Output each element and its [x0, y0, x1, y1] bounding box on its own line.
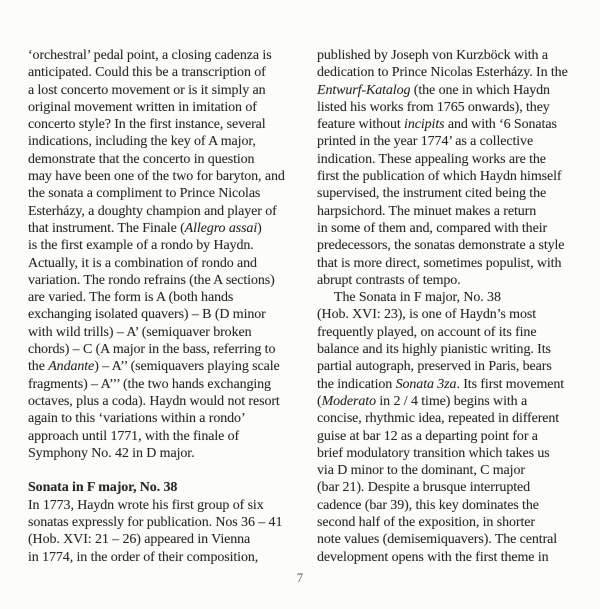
- text-line: [28, 47, 290, 64]
- text-line: [317, 428, 579, 445]
- text-run: concise, rhythmic idea, repeated in different: [317, 411, 560, 427]
- paragraph: [317, 289, 579, 566]
- text-line: [317, 341, 579, 358]
- text-run: chords) – C (A major in the bass, referring to: [28, 342, 276, 358]
- text-run: original movement written in imitation of: [28, 99, 257, 115]
- text-run: that is more direct, sometimes populist, with: [317, 255, 562, 271]
- text-line: [28, 82, 290, 99]
- text-line: [28, 497, 290, 514]
- text-run: second half of the exposition, in shorter: [317, 515, 535, 531]
- text-run: frequently played, on account of its fine: [317, 324, 537, 340]
- text-line: [317, 324, 579, 341]
- text-line: [317, 289, 579, 306]
- page-number: 7: [296, 571, 304, 585]
- text-run: first the publication of which Haydn himself: [317, 169, 562, 185]
- text-line: [28, 168, 290, 185]
- text-run: cadence (bar 39), this key dominates the: [317, 497, 539, 513]
- text-run: Actually, it is a combination of rondo and: [28, 255, 257, 271]
- text-columns: [28, 47, 579, 566]
- text-line: [28, 445, 290, 462]
- text-run: the: [28, 359, 49, 375]
- text-line: [317, 462, 579, 479]
- text-run: feature without: [317, 117, 405, 133]
- text-run: (Hob. XVI: 21 – 26) appeared in Vienna: [28, 532, 251, 548]
- text-line: [28, 272, 290, 289]
- text-run: ‘orchestral’ pedal point, a closing cadenza is: [28, 48, 272, 63]
- text-line: [317, 393, 579, 410]
- italic-text: Moderato: [321, 393, 376, 409]
- paragraph: [28, 47, 290, 462]
- text-run: brief modulatory transition which takes us: [317, 445, 550, 461]
- text-line: [317, 237, 579, 254]
- text-line: [28, 549, 290, 566]
- text-run: published by Joseph von Kurzböck with a: [317, 48, 548, 63]
- text-line: [28, 220, 290, 237]
- text-run: partial autograph, preserved in Paris, bears: [317, 359, 552, 375]
- text-line: [317, 549, 579, 566]
- text-run: abrupt contrasts of tempo.: [317, 272, 461, 288]
- text-run: Esterházy, a doughty champion and player of: [28, 203, 277, 219]
- text-run: Sonata in F major, No. 38: [28, 480, 178, 496]
- text-run: fragments) – A’’’ (the two hands exchanging: [28, 376, 271, 392]
- text-run: via D minor to the dominant, C major: [317, 463, 525, 479]
- right-column: [317, 47, 579, 566]
- text-line: [28, 376, 290, 393]
- text-run: The Sonata in F major, No. 38: [334, 290, 501, 306]
- text-line: [317, 410, 579, 427]
- text-line: [28, 514, 290, 531]
- text-line: [317, 255, 579, 272]
- text-line: [28, 255, 290, 272]
- text-line: [317, 358, 579, 375]
- paragraph: [28, 497, 290, 566]
- section-heading: [28, 479, 290, 496]
- text-run: anticipated. Could this be a transcription of: [28, 65, 266, 81]
- text-run: a lost concerto movement or is it simply an: [28, 82, 266, 98]
- text-run: harpsichord. The minuet makes a return: [317, 203, 537, 219]
- text-line: [317, 203, 579, 220]
- text-line: [317, 376, 579, 393]
- text-run: (: [317, 393, 322, 409]
- text-run: supervised, the instrument cited being the: [317, 186, 547, 202]
- text-run: (the one in which Haydn: [410, 82, 550, 98]
- text-run: in 1774, in the order of their composition,: [28, 549, 259, 565]
- text-line: [28, 289, 290, 306]
- text-run: variation. The rondo refrains (the A sections): [28, 272, 275, 288]
- text-line: [317, 497, 579, 514]
- text-line: [317, 220, 579, 237]
- text-run: indication. These appealing works are the: [317, 151, 546, 167]
- text-run: sonatas expressly for publication. Nos 36 – 41: [28, 515, 283, 531]
- text-run: (bar 21). Despite a brusque interrupted: [317, 480, 531, 496]
- text-line: [28, 306, 290, 323]
- text-line: [28, 393, 290, 410]
- text-run: again to this ‘variations within a rondo’: [28, 411, 246, 427]
- text-run: are varied. The form is A (both hands: [28, 290, 234, 306]
- text-run: (Hob. XVI: 23), is one of Haydn’s most: [317, 307, 537, 323]
- text-line: [317, 168, 579, 185]
- text-line: [28, 341, 290, 358]
- text-run: ) – A’’ (semiquavers playing scale: [94, 359, 280, 375]
- text-line: [28, 151, 290, 168]
- italic-text: Allegro assai: [184, 220, 258, 236]
- text-run: with wild trills) – A’ (semiquaver broken: [28, 324, 252, 340]
- text-run: is the first example of a rondo by Haydn.: [28, 238, 254, 254]
- text-line: [317, 82, 579, 99]
- text-run: the sonata a compliment to Prince Nicolas: [28, 186, 261, 202]
- text-run: the indication: [317, 376, 396, 392]
- text-line: [28, 203, 290, 220]
- text-line: [317, 306, 579, 323]
- text-line: [28, 324, 290, 341]
- text-run: exchanging isolated quavers) – B (D minor: [28, 307, 266, 323]
- text-line: [28, 479, 290, 496]
- italic-text: Andante: [48, 359, 95, 375]
- text-line: [28, 133, 290, 150]
- text-line: [28, 428, 290, 445]
- text-run: dedication to Prince Nicolas Esterházy. In the: [317, 65, 568, 81]
- text-run: that instrument. The Finale (: [28, 220, 185, 236]
- text-run: in some of them and, compared with their: [317, 220, 548, 236]
- text-line: [317, 514, 579, 531]
- text-run: indications, including the key of A major,: [28, 134, 256, 150]
- text-line: [28, 531, 290, 548]
- text-line: [28, 116, 290, 133]
- text-run: listed his works from 1765 onwards), they: [317, 99, 550, 115]
- text-line: [28, 64, 290, 81]
- text-line: [28, 185, 290, 202]
- text-line: [317, 116, 579, 133]
- text-run: in 2 / 4 time) begins with a: [375, 393, 528, 409]
- text-line: [28, 358, 290, 375]
- text-run: Symphony No. 42 in D major.: [28, 445, 195, 461]
- left-column: [28, 47, 290, 566]
- text-run: demonstrate that the concerto in question: [28, 151, 255, 167]
- text-run: predecessors, the sonatas demonstrate a style: [317, 238, 565, 254]
- text-run: development opens with the first theme in: [317, 549, 549, 565]
- text-run: approach until 1771, with the finale of: [28, 428, 240, 444]
- text-run: guise at bar 12 as a departing point for a: [317, 428, 538, 444]
- text-line: [317, 133, 579, 150]
- text-run: . Its first movement: [456, 376, 565, 392]
- text-line: [317, 479, 579, 496]
- text-run: octaves, plus a coda). Haydn would not resort: [28, 393, 280, 409]
- text-line: [317, 99, 579, 116]
- text-run: ): [257, 220, 262, 236]
- italic-text: Sonata 3za: [395, 376, 457, 392]
- text-line: [28, 99, 290, 116]
- text-run: balance and its highly pianistic writing. Its: [317, 342, 551, 358]
- paragraph: [317, 47, 579, 289]
- text-run: concerto style? In the first instance, several: [28, 117, 266, 133]
- text-line: [317, 47, 579, 64]
- text-line: [317, 445, 579, 462]
- text-run: and with ‘6 Sonatas: [444, 117, 557, 133]
- italic-text: Entwurf-Katalog: [317, 82, 411, 98]
- text-line: [28, 410, 290, 427]
- text-run: may have been one of the two for baryton, and: [28, 169, 285, 185]
- text-line: [317, 64, 579, 81]
- text-run: note values (demisemiquavers). The central: [317, 532, 558, 548]
- text-run: In 1773, Haydn wrote his first group of six: [28, 497, 264, 513]
- text-line: [28, 237, 290, 254]
- italic-text: incipits: [404, 117, 445, 133]
- text-line: [317, 151, 579, 168]
- text-line: [317, 185, 579, 202]
- text-run: printed in the year 1774’ as a collective: [317, 134, 534, 150]
- text-line: [317, 531, 579, 548]
- text-line: [317, 272, 579, 289]
